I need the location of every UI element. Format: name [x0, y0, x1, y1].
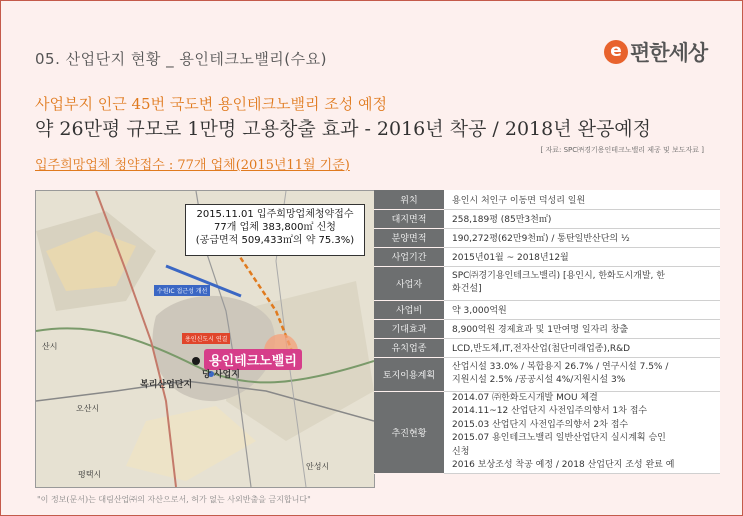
- row-value: [444, 247, 720, 266]
- table-row: [374, 338, 720, 357]
- row-value-line: 약 3,000억원: [452, 306, 507, 316]
- row-value: [444, 209, 720, 228]
- row-value-line: 2015.03 산업단지 사전입주의향서 2차 접수: [452, 419, 629, 430]
- row-label: 분양면적: [374, 228, 444, 247]
- row-value: [444, 266, 720, 300]
- map-complex-label: 복리산업단지: [140, 380, 193, 390]
- intro-subtitle: 사업부지 인근 45번 국도변 용인테크노밸리 조성 예정: [35, 95, 387, 113]
- row-value-line: 2015.07 용인테크노밸리 일반산업단지 실시계획 승인: [452, 433, 666, 443]
- row-value-line: 2014.07 ㈜한화도시개발 MOU 체결: [452, 392, 598, 403]
- table-row: [374, 357, 720, 391]
- row-value-line: 지원시설 2.5% /공공시설 4%/지원시설 3%: [452, 375, 626, 385]
- map-tag-yongin-link: 용인신도시 연결: [182, 333, 230, 344]
- row-label: 기대효과: [374, 319, 444, 338]
- brand-logo: [604, 37, 707, 67]
- row-value: [444, 319, 720, 338]
- callout-line: 2015.11.01 입주희망업체청약접수: [196, 209, 354, 220]
- table-row: [374, 266, 720, 300]
- logo-text: 편한세상: [630, 41, 708, 65]
- row-value-line: 용인시 처인구 이동면 덕성리 일원: [452, 195, 586, 206]
- map-tag-suwon-ic: 수원IC 접근성 개선: [154, 285, 210, 296]
- logo-e-mark: e: [604, 40, 628, 64]
- row-value-line: 2016 보상조성 착공 예정 / 2018 산업단지 조성 완료 예: [452, 460, 675, 470]
- applications-heading: 입주희망업체 청약접수 : 77개 업체(2015년11월 기준): [35, 158, 350, 173]
- table-row: [374, 300, 720, 319]
- row-value-line: 산업시설 33.0% / 복합용지 26.7% / 연구시설 7.5% /: [452, 362, 669, 372]
- map-place-label: 오산시: [76, 404, 100, 413]
- row-value-line: 2014.11~12 산업단지 사전입주의향서 1차 접수: [452, 406, 648, 416]
- row-label: 대지면적: [374, 209, 444, 228]
- row-label: 사업비: [374, 300, 444, 319]
- row-value-line: 화건설]: [452, 284, 482, 294]
- source-note: [ 자료: SPC㈜경기용인테크노밸리 제공 및 보도자료 ]: [540, 146, 704, 154]
- callout-line: 77개 업체 383,800㎡ 신청: [214, 222, 336, 233]
- intro-headline: 약 26만평 규모로 1만명 고용창출 효과 - 2016년 착공 / 2018년 완공예정: [35, 118, 652, 140]
- row-label: 추진현황: [374, 391, 444, 473]
- location-map: [35, 190, 375, 488]
- row-label: 사업기간: [374, 247, 444, 266]
- row-label: 유치업종: [374, 338, 444, 357]
- row-value: [444, 357, 720, 391]
- section-title: 05. 산업단지 현황 _ 용인테크노밸리(수요): [35, 50, 327, 68]
- table-row: [374, 247, 720, 266]
- row-value: [444, 190, 720, 209]
- row-label: 토지이용계획: [374, 357, 444, 391]
- row-label: 사업자: [374, 266, 444, 300]
- row-value: [444, 300, 720, 319]
- map-place-label: 평택시: [78, 470, 102, 479]
- row-value-line: 258,189평 (85만3천㎡): [452, 215, 552, 225]
- row-value-line: SPC㈜경기용인테크노밸리) [용인시, 한화도시개발, 한: [452, 271, 665, 281]
- row-value-line: LCD,반도체,IT,전자산업(첨단미래업종),R&D: [452, 344, 631, 354]
- map-callout: [185, 204, 365, 256]
- map-place-label: 안성시: [306, 462, 330, 471]
- confidential-notice: "이 정보(문서)는 대림산업㈜의 자산으로서, 허가 없는 사외반출을 금지합니다": [37, 495, 311, 504]
- map-site-label: 당 사업지: [202, 370, 240, 380]
- map-project-name: 용인테크노밸리: [204, 349, 302, 370]
- table-row: [374, 190, 720, 209]
- row-value: [444, 338, 720, 357]
- row-value-line: 신청: [452, 446, 470, 457]
- table-row: [374, 209, 720, 228]
- row-value: [444, 391, 720, 473]
- row-value-line: 8,900억원 경제효과 및 1만여명 일자리 창출: [452, 325, 629, 335]
- callout-line: (공급면적 509,433㎡의 약 75.3%): [195, 235, 355, 246]
- row-value-line: 190,272평(62만9천㎡) / 통탄일반산단의 ½: [452, 234, 630, 244]
- row-label: 위치: [374, 190, 444, 209]
- project-info-table: [374, 190, 720, 474]
- table-row: [374, 228, 720, 247]
- row-value-line: 2015년01월 ~ 2018년12월: [452, 253, 569, 263]
- table-row: [374, 391, 720, 473]
- map-place-label: 산시: [42, 342, 58, 351]
- row-value: [444, 228, 720, 247]
- table-row: [374, 319, 720, 338]
